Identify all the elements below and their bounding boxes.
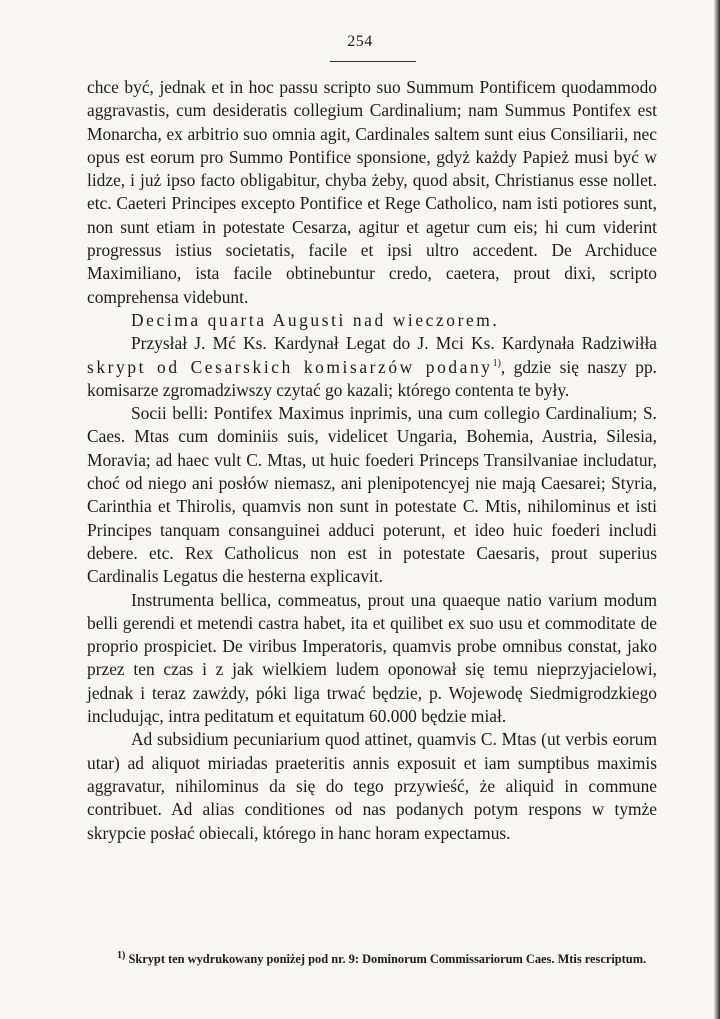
text-segment: Ad subsidium pecuniarium quod attinet, quamvis C. Mtas (ut verbis eorum utar) ad aliquot miriadas praeteritis annis exposuit et iam sumptibus maximis aggravatur, nihilominus da się do tego przywieść, że aliquid in commune contribuet. Ad alias conditiones od nas podanych potym respons w tymże skrypcie posłać obiecali, którego in hanc horam expectamus. <box>87 729 657 843</box>
footnote-reference: 1) <box>492 357 501 369</box>
text-segment: Przysłał J. Mć Ks. Kardynał Legat do J. Mci Ks. Kardynała Radziwiłła <box>131 333 657 354</box>
text-segment: Socii belli: Pontifex Maximus inprimis, una cum collegio Cardinalium; S. Caes. Mtas cum dominiis suis, videlicet Ungaria, Bohemia, Austria, Silesia, Moravia; ad haec vult C. Mtas, ut huic foederi Princeps Transilvaniae includatur, choć od niego ani posłów niemasz, ani plenipotencyej nie mają Caesarei; Styria, Carinthia et Thirolis, quamvis non sunt in potestate C. Mtis, nihilominus et isti Principes tanquam consanguinei adduci poterunt, et ideo huic foederi includi debere. etc. Rex Catholicus non est in potestate Caesaris, prout superius Cardinalis Legatus die hesterna explicavit. <box>87 403 657 587</box>
text-segment: chce być, jednak et in hoc passu scripto suo Summum Pontificem quodammodo aggravastis, cum desideratis collegium Cardinalium; nam Summus Pontifex est Monarcha, ex arbitrio suo omnia agit, Cardinales saltem sunt eius Consiliarii, nec opus est eorum pro Summo Pontifice sponsione, gdyż każdy Papież musi być w lidze, i już ipso facto obligabitur, chyba żeby, quod absit, Christianus esse nollet. etc. Caeteri Principes excepto Pontifice et Rege Catholico, nam isti potiores sunt, non sunt etiam in potestate Cesarza, agitur et agetur cum eis; hi cum viderint progressus istius societatis, facile et ipsi ultro accedent. De Archiduce Maximiliano, ista facile obtinebuntur credo, caetera, prout dixi, scripto comprehensa videbunt. <box>87 77 657 307</box>
footnote-text: Skrypt ten wydrukowany poniżej pod nr. 9: Dominorum Commissariorum Caes. Mtis rescriptum. <box>128 952 647 966</box>
text-segment: skrypt od Cesarskich komisarzów podany <box>87 356 493 377</box>
paragraph-p2 <box>87 309 657 332</box>
page-number: 254 <box>347 33 373 50</box>
paragraph-p1 <box>87 76 657 309</box>
paragraph-p5 <box>87 589 657 729</box>
paragraph-p3 <box>87 332 657 402</box>
footnote <box>87 950 657 968</box>
text-segment: Decima quarta Augusti nad wieczorem. <box>131 309 500 330</box>
text-segment: , gdzie się naszy pp. komisarze zgromadziwszy czytać go kazali; którego contenta te były. <box>87 356 657 400</box>
scan-edge <box>714 0 720 1019</box>
paragraph-p4 <box>87 402 657 588</box>
body-text <box>87 76 657 845</box>
header-rule <box>330 61 416 62</box>
footnote-marker: 1) <box>117 949 126 961</box>
text-segment: Instrumenta bellica, commeatus, prout una quaeque natio varium modum belli gerendi et metendi castra habet, ita et quilibet ex suo usu et commoditate de proprio prospiciet. De viribus Imperatoris, quamvis probe omnibus constat, jako przez ten czas i z jak wielkiem ludem oponował się temu nieprzyjacielowi, jednak i teraz zawżdy, póki liga trwać będzie, p. Wojewodę Siedmigrodzkiego includując, intra peditatum et equitatum 60.000 będzie miał. <box>87 589 657 727</box>
paragraph-p6 <box>87 728 657 844</box>
